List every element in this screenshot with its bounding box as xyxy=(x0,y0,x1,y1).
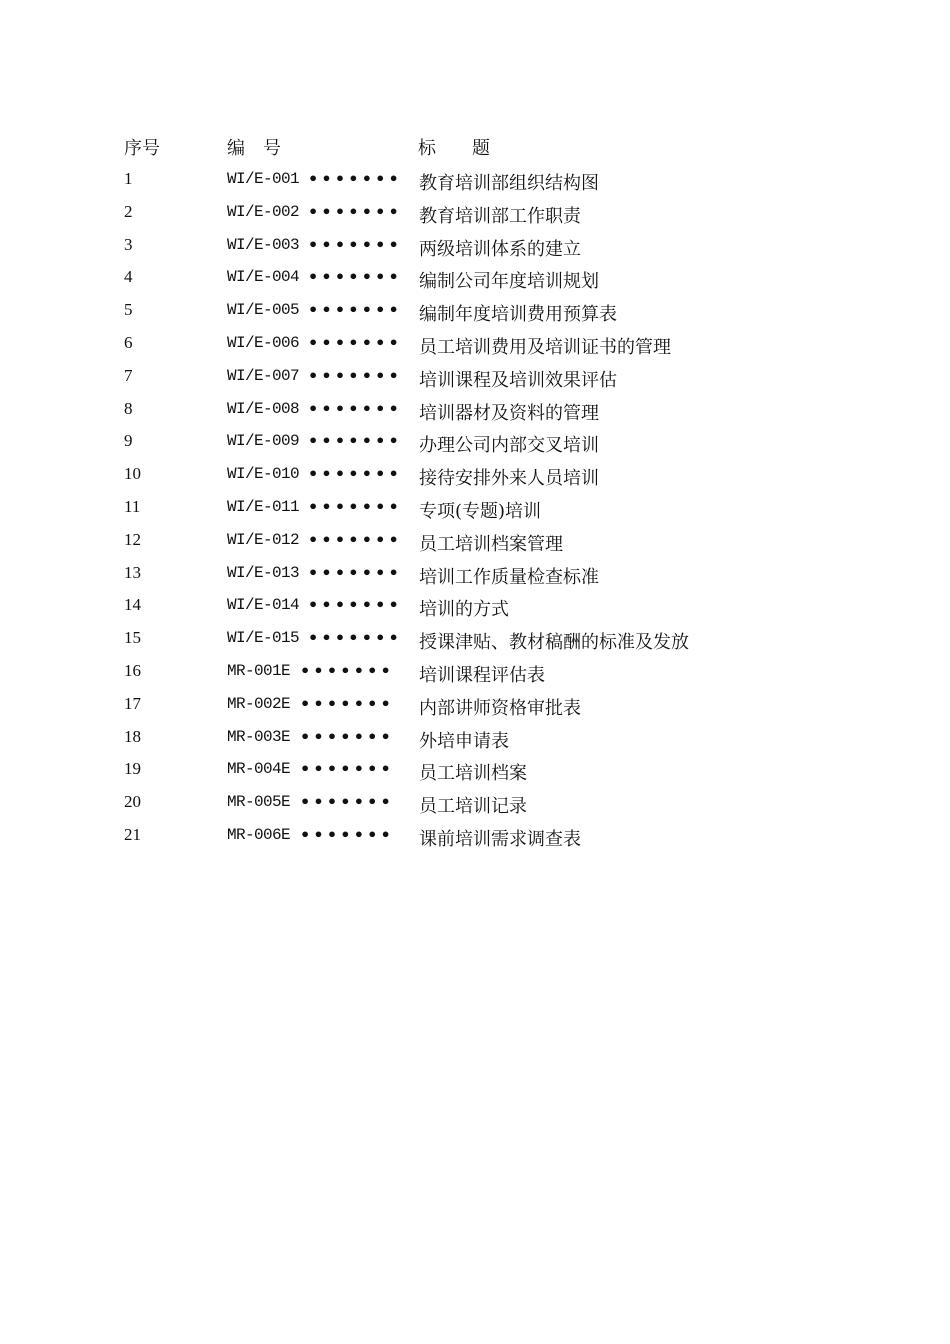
header-code: 编 号 xyxy=(227,138,281,159)
item-title: 培训课程评估表 xyxy=(419,664,545,686)
item-code: WI/E-015 xyxy=(227,629,300,648)
dot-leader: ••••••• xyxy=(300,660,394,680)
item-code: WI/E-009 xyxy=(227,432,300,451)
item-code: MR-002E xyxy=(227,694,291,713)
item-seq: 5 xyxy=(124,300,133,320)
dot-leader: ••••••• xyxy=(300,759,394,779)
item-title: 编制公司年度培训规划 xyxy=(419,271,599,293)
header-title: 标 题 xyxy=(418,138,490,159)
item-seq: 15 xyxy=(124,628,141,648)
item-title: 培训的方式 xyxy=(419,599,509,621)
list-item xyxy=(0,560,950,593)
list-item xyxy=(0,527,950,560)
list-item xyxy=(0,461,950,494)
dot-leader: ••••••• xyxy=(308,201,402,221)
item-title: 外培申请表 xyxy=(419,730,509,752)
item-seq: 20 xyxy=(124,792,141,812)
list-item xyxy=(0,756,950,789)
item-seq: 18 xyxy=(124,726,141,746)
list-item xyxy=(0,264,950,297)
list-item xyxy=(0,822,950,855)
list-item xyxy=(0,724,950,757)
item-code: WI/E-001 xyxy=(227,170,300,188)
item-title: 员工培训记录 xyxy=(419,796,527,818)
item-seq: 21 xyxy=(124,824,141,844)
dot-leader: ••••••• xyxy=(308,628,402,648)
dot-leader: ••••••• xyxy=(300,726,394,746)
item-title: 编制年度培训费用预算表 xyxy=(419,304,617,326)
dot-leader: ••••••• xyxy=(308,234,402,254)
item-code: MR-005E xyxy=(227,793,291,812)
dot-leader: ••••••• xyxy=(308,267,402,287)
item-title: 培训器材及资料的管理 xyxy=(419,402,599,424)
item-code: WI/E-005 xyxy=(227,301,300,320)
list-item xyxy=(0,297,950,330)
dot-leader: ••••••• xyxy=(300,792,394,812)
item-seq: 1 xyxy=(124,169,133,188)
list-item xyxy=(0,625,950,658)
item-code: MR-004E xyxy=(227,760,291,779)
dot-leader: ••••••• xyxy=(308,529,402,549)
item-code: WI/E-008 xyxy=(227,399,300,418)
item-title: 两级培训体系的建立 xyxy=(419,238,581,260)
table-header xyxy=(0,134,950,160)
dot-leader: ••••••• xyxy=(308,431,402,451)
item-code: MR-003E xyxy=(227,727,291,746)
item-title: 内部讲师资格审批表 xyxy=(419,697,581,719)
item-seq: 6 xyxy=(124,332,133,352)
list-item xyxy=(0,199,950,232)
item-code: WI/E-014 xyxy=(227,596,300,615)
item-title: 培训工作质量检查标准 xyxy=(419,566,599,588)
item-code: WI/E-006 xyxy=(227,333,300,352)
dot-leader: ••••••• xyxy=(308,169,402,188)
item-seq: 14 xyxy=(124,595,141,615)
item-seq: 9 xyxy=(124,431,133,451)
item-title: 培训课程及培训效果评估 xyxy=(419,369,617,391)
dot-leader: ••••••• xyxy=(308,332,402,352)
item-seq: 2 xyxy=(124,201,133,221)
item-seq: 3 xyxy=(124,234,133,254)
list-item xyxy=(0,592,950,625)
list-item xyxy=(0,691,950,724)
list-item xyxy=(0,166,950,199)
dot-leader: ••••••• xyxy=(300,824,394,844)
item-title: 员工培训档案管理 xyxy=(419,533,563,555)
dot-leader: ••••••• xyxy=(308,398,402,418)
dot-leader: ••••••• xyxy=(300,693,394,713)
item-seq: 8 xyxy=(124,398,133,418)
list-item xyxy=(0,396,950,429)
dot-leader: ••••••• xyxy=(308,464,402,484)
item-code: WI/E-002 xyxy=(227,202,300,221)
item-code: WI/E-012 xyxy=(227,530,300,549)
dot-leader: ••••••• xyxy=(308,562,402,582)
dot-leader: ••••••• xyxy=(308,595,402,615)
item-seq: 4 xyxy=(124,267,133,287)
item-code: WI/E-004 xyxy=(227,268,300,287)
item-title: 教育培训部工作职责 xyxy=(419,205,581,227)
item-code: WI/E-010 xyxy=(227,465,300,484)
item-seq: 11 xyxy=(124,496,141,516)
item-seq: 17 xyxy=(124,693,141,713)
list-item xyxy=(0,428,950,461)
document-list xyxy=(0,166,950,855)
dot-leader: ••••••• xyxy=(308,300,402,320)
header-seq: 序号 xyxy=(124,138,160,159)
item-title: 课前培训需求调查表 xyxy=(419,828,581,850)
list-item xyxy=(0,658,950,691)
item-seq: 16 xyxy=(124,660,141,680)
list-item xyxy=(0,789,950,822)
item-seq: 10 xyxy=(124,464,141,484)
item-code: MR-001E xyxy=(227,661,291,680)
item-code: WI/E-007 xyxy=(227,366,300,385)
item-code: WI/E-013 xyxy=(227,563,300,582)
item-title: 员工培训费用及培训证书的管理 xyxy=(419,336,671,358)
item-title: 专项(专题)培训 xyxy=(419,500,542,522)
item-code: WI/E-003 xyxy=(227,235,300,254)
item-title: 员工培训档案 xyxy=(419,763,527,785)
list-item xyxy=(0,494,950,527)
dot-leader: ••••••• xyxy=(308,496,402,516)
item-title: 接待安排外来人员培训 xyxy=(419,468,599,490)
item-seq: 19 xyxy=(124,759,141,779)
item-title: 办理公司内部交叉培训 xyxy=(419,435,599,457)
item-code: MR-006E xyxy=(227,825,291,844)
list-item xyxy=(0,232,950,265)
item-code: WI/E-011 xyxy=(227,497,300,516)
item-title: 授课津贴、教材稿酬的标准及发放 xyxy=(419,632,689,654)
item-seq: 12 xyxy=(124,529,141,549)
list-item xyxy=(0,363,950,396)
dot-leader: ••••••• xyxy=(308,365,402,385)
item-seq: 7 xyxy=(124,365,133,385)
item-title: 教育培训部组织结构图 xyxy=(419,173,599,194)
list-item xyxy=(0,330,950,363)
item-seq: 13 xyxy=(124,562,141,582)
